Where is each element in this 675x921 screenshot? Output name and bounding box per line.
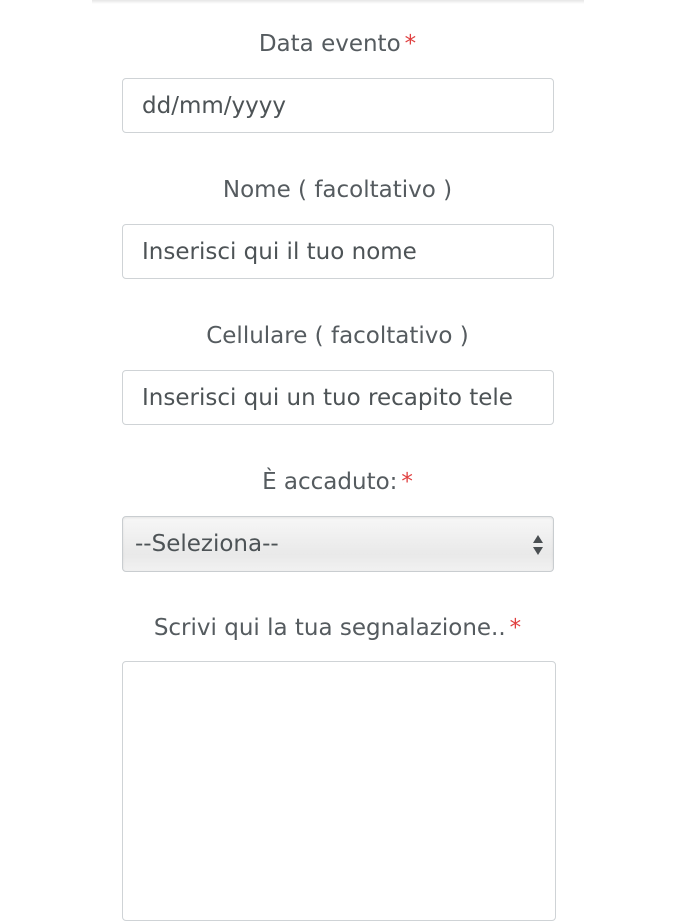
name-label bbox=[0, 177, 675, 203]
event-type-selected-value: --Seleziona-- bbox=[135, 531, 279, 557]
report-label-text: Scrivi qui la tua segnalazione.. bbox=[153, 615, 506, 641]
top-divider bbox=[92, 0, 584, 4]
event-type-select[interactable] bbox=[122, 516, 554, 572]
date-label bbox=[0, 31, 675, 57]
name-input[interactable] bbox=[122, 224, 554, 279]
name-label-text: Nome ( facoltativo ) bbox=[222, 177, 453, 203]
event-type-label bbox=[0, 469, 675, 495]
phone-label bbox=[0, 323, 675, 349]
report-required-mark: * bbox=[509, 615, 522, 641]
phone-input[interactable] bbox=[122, 370, 554, 425]
sort-arrows-icon bbox=[532, 533, 544, 557]
date-required-mark: * bbox=[404, 31, 417, 57]
event-type-required-mark: * bbox=[401, 469, 413, 495]
phone-label-text: Cellulare ( facoltativo ) bbox=[206, 323, 469, 349]
date-input[interactable] bbox=[122, 78, 554, 133]
report-textarea[interactable] bbox=[122, 661, 556, 921]
event-type-label-text: È accaduto: bbox=[262, 469, 398, 495]
date-label-text: Data evento bbox=[258, 31, 401, 57]
report-label bbox=[0, 615, 675, 641]
